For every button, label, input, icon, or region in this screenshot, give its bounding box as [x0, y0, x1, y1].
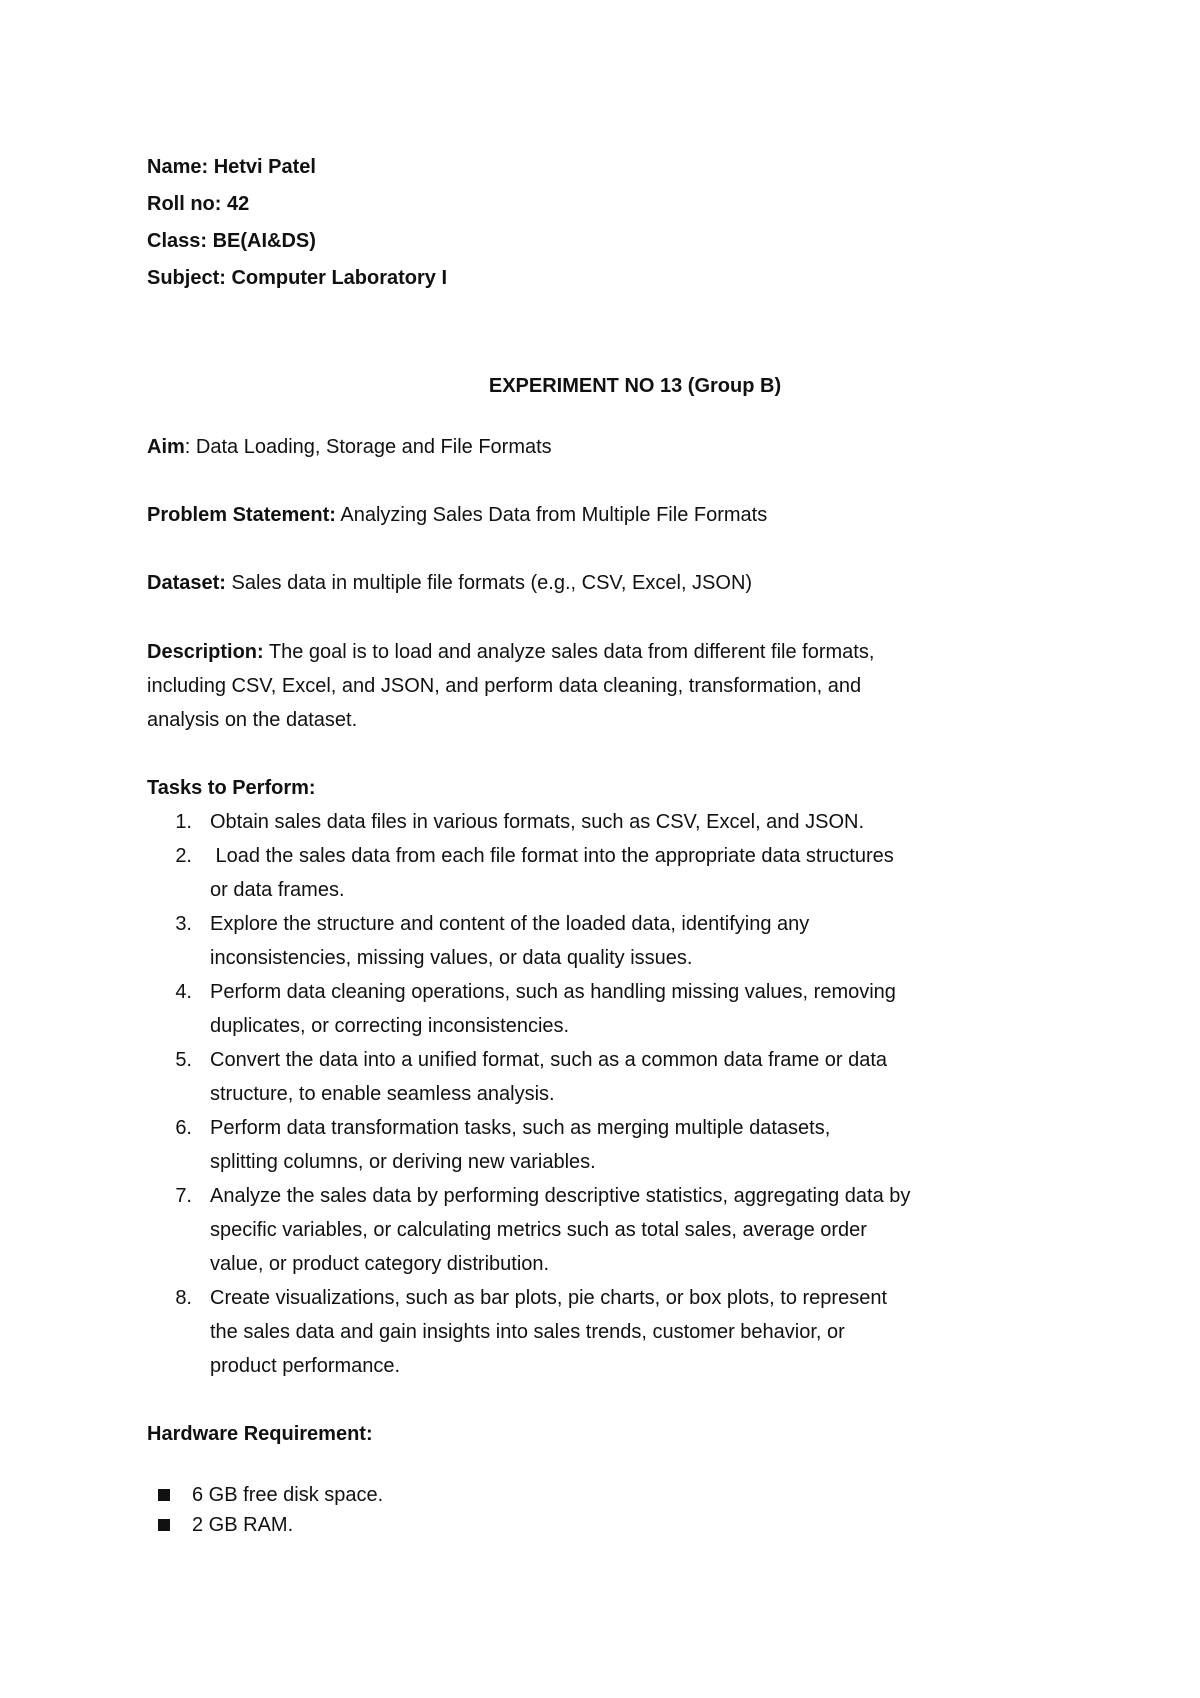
- task-line: specific variables, or calculating metrics such as total sales, average order: [210, 1219, 867, 1241]
- problem-statement-text: Analyzing Sales Data from Multiple File Formats: [340, 504, 768, 526]
- task-line: Load the sales data from each file format into the appropriate data structures: [210, 845, 894, 867]
- tasks-heading: Tasks to Perform:: [147, 777, 316, 799]
- subject-line: [147, 265, 447, 291]
- task-number: 5.: [175, 1049, 192, 1071]
- page-title: EXPERIMENT NO 13 (Group B): [488, 375, 782, 397]
- task-line: Perform data transformation tasks, such as merging multiple datasets,: [210, 1117, 831, 1139]
- name-value: Hetvi Patel: [213, 156, 316, 178]
- square-bullet-icon: [158, 1519, 170, 1531]
- problem-statement-label: Problem Statement:: [147, 504, 336, 526]
- task-line: Analyze the sales data by performing descriptive statistics, aggregating data by: [210, 1185, 911, 1207]
- aim-label: Aim: [147, 436, 185, 458]
- task-line: value, or product category distribution.: [210, 1253, 550, 1275]
- task-number: 1.: [175, 811, 192, 833]
- class-label: Class:: [147, 230, 208, 252]
- task-number: 3.: [175, 913, 192, 935]
- task-line: splitting columns, or deriving new variables.: [210, 1151, 596, 1173]
- subject-label: Subject:: [147, 267, 226, 289]
- task-line: structure, to enable seamless analysis.: [210, 1083, 555, 1105]
- task-number: 4.: [175, 981, 192, 1003]
- hardware-heading: Hardware Requirement:: [147, 1423, 373, 1445]
- roll-value: 42: [227, 193, 250, 215]
- aim-text: Data Loading, Storage and File Formats: [195, 436, 552, 458]
- aim-line: [147, 434, 552, 460]
- aim-separator: :: [184, 436, 191, 458]
- task-line: or data frames.: [210, 879, 345, 901]
- problem-statement-line: [147, 502, 767, 528]
- task-number: 7.: [175, 1185, 192, 1207]
- task-number: 6.: [175, 1117, 192, 1139]
- dataset-line: [147, 570, 752, 596]
- task-line: duplicates, or correcting inconsistencies.: [210, 1015, 570, 1037]
- task-number: 2.: [175, 845, 192, 867]
- task-number: 8.: [175, 1287, 192, 1309]
- hardware-item: 2 GB RAM.: [192, 1514, 294, 1536]
- roll-line: [147, 191, 249, 217]
- task-line: Explore the structure and content of the loaded data, identifying any: [210, 913, 810, 935]
- task-line: Convert the data into a unified format, such as a common data frame or data: [210, 1049, 888, 1071]
- task-line: Perform data cleaning operations, such as handling missing values, removing: [210, 981, 896, 1003]
- class-line: [147, 228, 316, 254]
- description-text-1: The goal is to load and analyze sales data from different file formats,: [268, 641, 875, 663]
- description-line-3: analysis on the dataset.: [147, 709, 358, 731]
- subject-value: Computer Laboratory I: [231, 267, 448, 289]
- dataset-label: Dataset:: [147, 572, 226, 594]
- task-line: Obtain sales data files in various formats, such as CSV, Excel, and JSON.: [210, 811, 865, 833]
- roll-label: Roll no:: [147, 193, 222, 215]
- description-line-2: including CSV, Excel, and JSON, and perform data cleaning, transformation, and: [147, 675, 862, 697]
- class-value: BE(AI&DS): [212, 230, 316, 252]
- square-bullet-icon: [158, 1489, 170, 1501]
- task-line: product performance.: [210, 1355, 401, 1377]
- dataset-text: Sales data in multiple file formats (e.g., CSV, Excel, JSON): [231, 572, 753, 594]
- task-line: the sales data and gain insights into sales trends, customer behavior, or: [210, 1321, 845, 1343]
- name-line: [147, 154, 316, 180]
- description-label: Description:: [147, 641, 264, 663]
- description-line-1: [147, 639, 874, 665]
- task-line: Create visualizations, such as bar plots, pie charts, or box plots, to represent: [210, 1287, 888, 1309]
- name-label: Name:: [147, 156, 209, 178]
- hardware-item: 6 GB free disk space.: [192, 1484, 384, 1506]
- task-line: inconsistencies, missing values, or data quality issues.: [210, 947, 693, 969]
